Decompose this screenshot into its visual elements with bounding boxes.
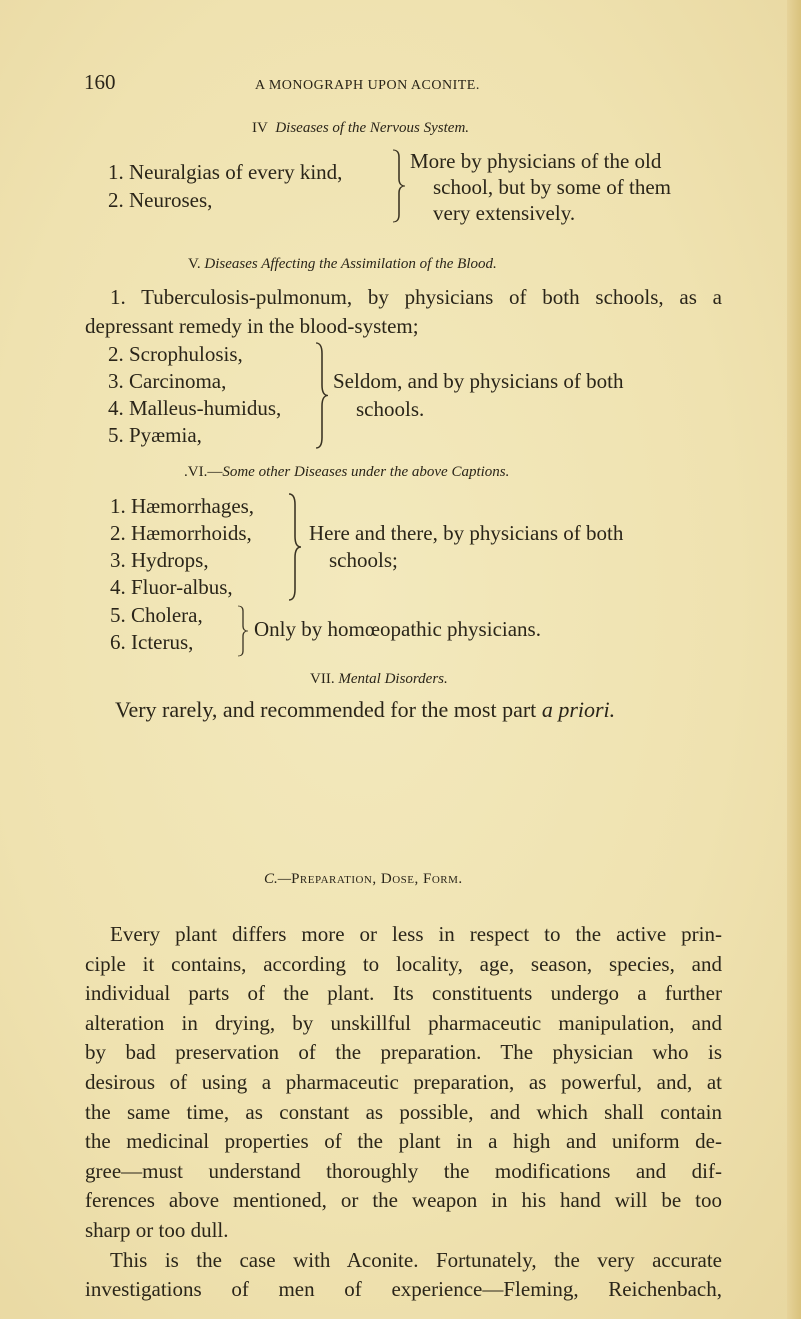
list-item: 6. Icterus, (110, 630, 194, 654)
note-line: More by physicians of the old (410, 149, 662, 173)
text: Very rarely, and recommended for the most part (115, 697, 542, 722)
italic-text: a priori. (541, 697, 616, 722)
section-heading-c (264, 870, 463, 888)
section-numeral: V. (188, 256, 201, 272)
note-line: very extensively. (433, 201, 576, 225)
list-item: 1. Neuralgias of every kind, (108, 160, 343, 184)
list-item: 4. Fluor-albus, (110, 575, 233, 599)
brace (393, 150, 405, 222)
section-title: Diseases Affecting the Assimilation of the Blood. (204, 256, 497, 272)
section-label: C.— (264, 871, 292, 887)
text-line: by bad preservation of the preparation. The physician who is (85, 1040, 722, 1065)
brace (238, 606, 248, 656)
note-line: schools. (356, 397, 425, 421)
section-title: Diseases of the Nervous System. (275, 120, 470, 136)
list-item: 4. Malleus-humidus, (108, 396, 282, 420)
text-line: ferences above mentioned, or the weapon in his hand will be too (85, 1188, 722, 1213)
section-numeral: .VI.— (184, 464, 223, 480)
page-number: 160 (84, 70, 116, 94)
list-item: 3. Hydrops, (110, 548, 209, 572)
note-line: Here and there, by physicians of both (309, 521, 624, 545)
section5-item1 (85, 283, 722, 341)
list-item: 1. Hæmorrhages, (110, 494, 255, 518)
text-line: This is the case with Aconite. Fortunately, the very accurate (110, 1247, 722, 1272)
body-paragraph (85, 920, 722, 1305)
text-line: sharp or too dull. (85, 1217, 229, 1242)
brace (289, 494, 301, 600)
text-line: investigations of men of experience—Fleming, Reichenbach, (85, 1277, 722, 1302)
section-title: Mental Disorders. (338, 671, 448, 687)
text-line: Every plant differs more or less in respect to the active prin- (110, 922, 722, 946)
list-item: 2. Neuroses, (108, 188, 213, 212)
list-item: 2. Hæmorrhoids, (110, 521, 252, 545)
page-edge (787, 0, 801, 1319)
list-item: 5. Pyæmia, (108, 423, 202, 447)
text-line: desirous of using a pharmaceutic preparation, as powerful, and, at (85, 1069, 722, 1094)
text-line: the same time, as constant as possible, and which shall contain (85, 1099, 722, 1124)
text-line: ciple it contains, according to locality, age, season, species, and (85, 951, 722, 976)
text-line: depressant remedy in the blood-system; (85, 314, 419, 338)
text-line: gree—must understand thoroughly the modifications and dif- (85, 1158, 722, 1183)
section-heading-iv (252, 119, 469, 137)
section-numeral: IV (252, 120, 268, 136)
list-item: 2. Scrophulosis, (108, 342, 243, 366)
section-heading-vii (310, 670, 448, 688)
text-line: the medicinal properties of the plant in a high and uniform de- (85, 1129, 722, 1154)
section7-text (115, 698, 615, 722)
text-line: alteration in drying, by unskillful pharmaceutic manipulation, and (85, 1010, 722, 1035)
text-line: 1. Tuberculosis-pulmonum, by physicians of both schools, as a (110, 285, 722, 309)
note-line: Seldom, and by physicians of both (333, 369, 624, 393)
note-line: schools; (329, 548, 398, 572)
list-item: 3. Carcinoma, (108, 369, 227, 393)
section-heading-v (188, 255, 497, 273)
list-item: 5. Cholera, (110, 603, 203, 627)
section-title: Some other Diseases under the above Captions. (222, 464, 510, 480)
section-numeral: VII. (310, 671, 335, 687)
note-line: Only by homœopathic physicians. (254, 617, 541, 641)
text-line: individual parts of the plant. Its constituents undergo a further (85, 981, 722, 1006)
brace (316, 343, 328, 448)
note-line: school, but by some of them (433, 175, 671, 199)
section-title: Preparation, Dose, Form. (291, 871, 463, 887)
running-title: A MONOGRAPH UPON ACONITE. (255, 78, 480, 93)
section-heading-vi (184, 463, 509, 481)
